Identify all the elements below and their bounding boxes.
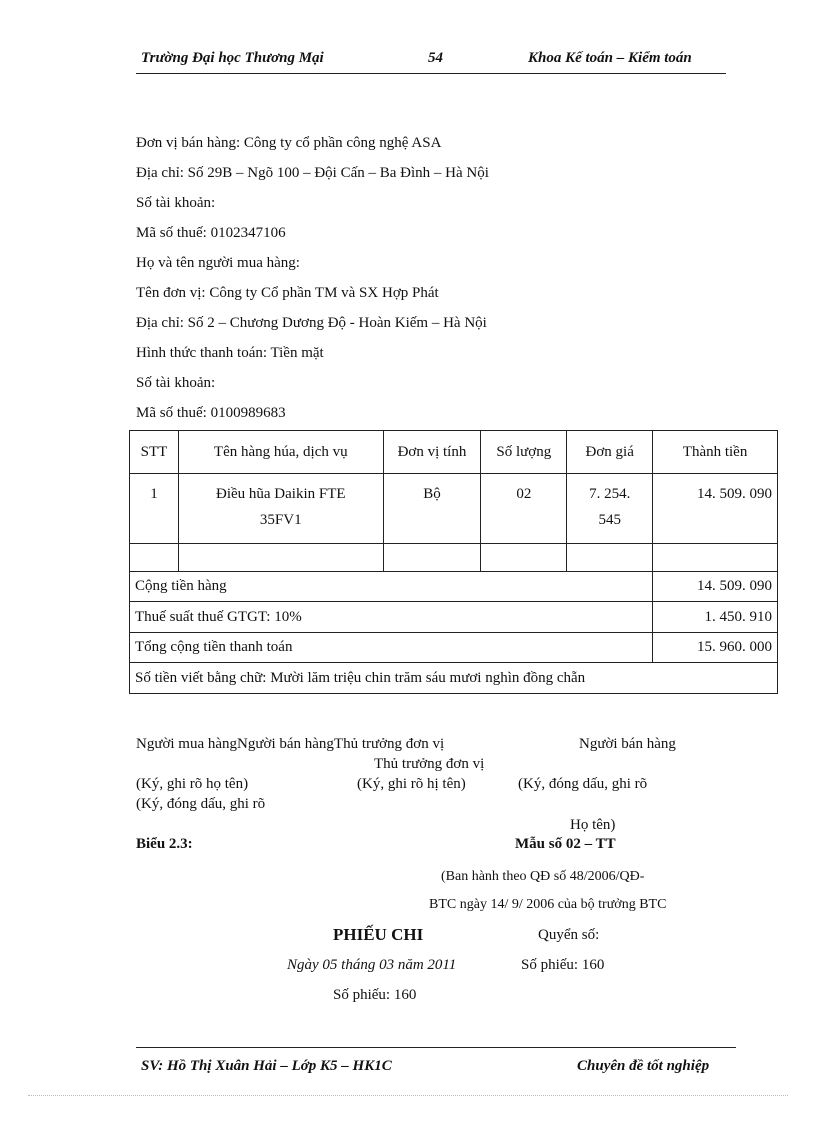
table-empty-row [130,544,778,572]
seller-tax-code: Mã số thuế: 0102347106 [136,225,286,241]
signature-titles: Người mua hàngNgười bán hàngThủ trưởng đơn vị [136,736,445,752]
signature-seller-title: Người bán hàng [579,736,676,752]
payment-method: Hình thức thanh toán: Tiền mặt [136,345,324,361]
page-number: 54 [428,50,443,66]
book-number: Quyển số: [538,927,600,943]
total-label: Tổng cộng tiền thanh toán [130,633,653,663]
form-number: Mẫu số 02 – TT [515,836,616,852]
seller-address: Địa chỉ: Số 29B – Ngõ 100 – Đội Cấn – Ba Đình – Hà Nội [136,165,489,181]
document-date: Ngày 05 tháng 03 năm 2011 [287,957,457,973]
row-unit-price [567,474,653,544]
issued-by-line1: (Ban hành theo QĐ số 48/2006/QĐ- [441,869,645,884]
seller-unit: Đơn vị bán hàng: Công ty cổ phần công nghệ ASA [136,135,442,151]
header-unit-price: Đơn giá [567,431,653,474]
price-line1: 7. 254. [589,486,631,502]
row-item-name [178,474,383,544]
signature-seller-note: (Ký, ghi rõ hị tên) [357,776,466,792]
buyer-account: Số tài khoản: [136,375,216,391]
vat-label: Thuế suất thuế GTGT: 10% [130,602,653,633]
subtotal-row [130,572,778,602]
signature-name-close: Họ tên) [570,817,616,833]
figure-label: Biểu 2.3: [136,836,193,852]
footer-rule [136,1047,736,1048]
table-header-row [130,431,778,474]
signature-stamp-note-2: (Ký, đóng dấu, ghi rõ [136,796,266,812]
page-bottom-divider [28,1095,788,1096]
signature-head-title: Thủ trưởng đơn vị [374,756,485,772]
subtotal-label: Cộng tiền hàng [130,572,653,602]
issued-by-line2: BTC ngày 14/ 9/ 2006 của bộ trưởng BTC [429,897,667,912]
seller-account: Số tài khoản: [136,195,216,211]
total-value: 15. 960. 000 [653,633,778,663]
header-rule [136,73,726,74]
voucher-number: Số phiếu: 160 [333,987,417,1003]
row-unit: Bộ [383,474,481,544]
price-line2: 545 [598,512,621,528]
footer-thesis: Chuyên đề tốt nghiệp [577,1058,710,1074]
amount-in-words-row [130,663,778,694]
item-name-line1: Điều hũa Daikin FTE [215,486,346,502]
amount-in-words: Số tiền viết bằng chữ: Mười lăm triệu chin trăm sáu mươi nghìn đồng chẵn [130,663,778,694]
item-name-line2: 35FV1 [259,512,302,528]
signature-buyer-note: (Ký, ghi rõ họ tên) [136,776,249,792]
buyer-tax-code: Mã số thuế: 0100989683 [136,405,286,421]
header-item-name: Tên hàng húa, dịch vụ [178,431,383,474]
total-row [130,633,778,663]
row-quantity: 02 [481,474,567,544]
table-row [130,474,778,544]
header-quantity: Số lượng [481,431,567,474]
header-school: Trường Đại học Thương Mại [141,50,324,66]
voucher-number-right: Số phiếu: 160 [521,957,605,973]
document-title: PHIẾU CHI [333,925,424,944]
header-unit: Đơn vị tính [383,431,481,474]
signature-stamp-note: (Ký, đóng dấu, ghi rõ [518,776,648,792]
buyer-address: Địa chỉ: Số 2 – Chương Dương Độ - Hoàn Kiếm – Hà Nội [136,315,487,331]
header-stt: STT [130,431,179,474]
header-amount: Thành tiền [653,431,778,474]
row-stt: 1 [130,474,179,544]
invoice-table [129,430,778,694]
row-amount: 14. 509. 090 [653,474,778,544]
vat-value: 1. 450. 910 [653,602,778,633]
footer-student: SV: Hồ Thị Xuân Hải – Lớp K5 – HK1C [141,1058,392,1074]
header-faculty: Khoa Kế toán – Kiểm toán [528,50,692,66]
buyer-name: Họ và tên người mua hàng: [136,255,300,271]
buyer-unit: Tên đơn vị: Công ty Cổ phần TM và SX Hợp Phát [136,285,439,301]
subtotal-value: 14. 509. 090 [653,572,778,602]
vat-row [130,602,778,633]
